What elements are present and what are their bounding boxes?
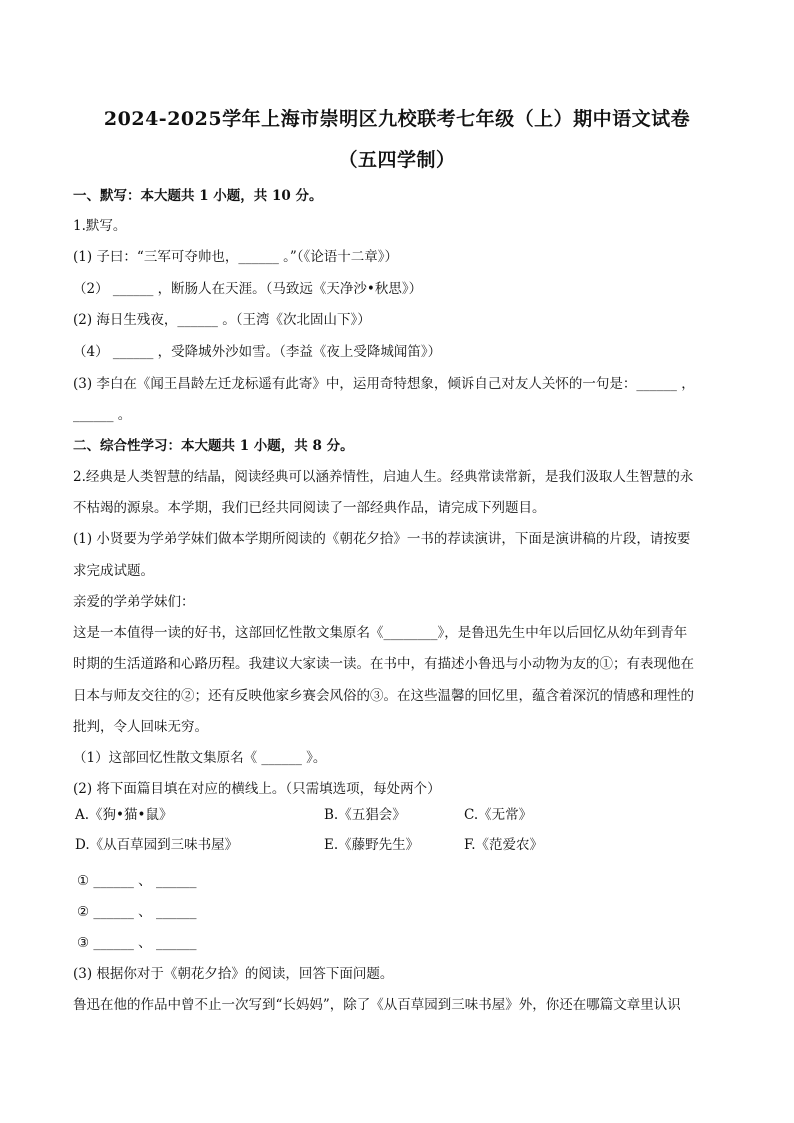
speech-line-1: 这是一本值得一读的好书，这部回忆性散文集原名《________》，是鲁迅先生中年以后回忆从幼年到青年 — [73, 625, 688, 641]
speech-greeting: 亲爱的学弟学妹们： — [73, 594, 195, 610]
speech-line-4: 批判，令人回味无穷。 — [73, 719, 208, 735]
dictation-item-5: (3) 李白在《闻王昌龄左迁龙标遥有此寄》中，运用奇特想象，倾诉自己对友人关怀的一句是：______ ， — [73, 376, 695, 392]
question-2-intro-line1: 2.经典是人类智慧的结晶，阅读经典可以涵养情性，启迪人生。经典常读常新，是我们汲取人生智慧的永 — [73, 469, 694, 485]
sub-question-1-line2: 求完成试题。 — [73, 563, 154, 579]
dictation-item-5-cont: ______ 。 — [73, 407, 132, 423]
speech-line-3: 日本与师友交往的②；还有反映他家乡赛会风俗的③。在这些温馨的回忆里，蕴含着深沉的情感和理性的 — [73, 688, 694, 704]
option-b: B.《五猖会》 — [324, 807, 406, 823]
dictation-item-3: (2) 海日生残夜，______ 。（王湾《次北固山下》） — [73, 312, 371, 328]
section1-heading: 一、默写：本大题共 1 小题，共 10 分。 — [73, 188, 323, 204]
exam-subtitle: （五四学制） — [338, 149, 456, 171]
question-1-label: 1.默写。 — [73, 218, 127, 234]
sub-question-3-text: 鲁迅在他的作品中曾不止一次写到“长妈妈”，除了《从百草园到三味书屋》外，你还在哪篇文章里认识 — [73, 997, 681, 1013]
option-e: E.《藤野先生》 — [324, 837, 420, 853]
option-d: D.《从百草园到三味书屋》 — [75, 837, 239, 853]
sub-question-3: (3) 根据你对于《朝花夕拾》的阅读，回答下面问题。 — [73, 966, 394, 982]
option-f: F.《范爱农》 — [464, 837, 544, 853]
dictation-item-1: (1) 子曰：“三军可夺帅也，______ 。”（《论语十二章》） — [73, 249, 399, 265]
sub-question-2: (2) 将下面篇目填在对应的横线上。（只需填选项，每处两个） — [73, 781, 441, 797]
exam-title: 2024-2025学年上海市崇明区九校联考七年级（上）期中语文试卷 — [103, 108, 691, 130]
sub-question-1a: （1）这部回忆性散文集原名《 ______ 》。 — [73, 750, 327, 766]
speech-line-2: 时期的生活道路和心路历程。我建议大家读一读。在书中，有描述小鲁迅与小动物为友的①；有表现他在 — [73, 656, 694, 672]
question-2-intro-line2: 不枯竭的源泉。本学期，我们已经共同阅读了一部经典作品，请完成下列题目。 — [73, 500, 546, 516]
answer-blank-1: ① ______ 、 ______ — [77, 873, 197, 889]
sub-question-1-line1: (1) 小贤要为学弟学妹们做本学期所阅读的《朝花夕拾》一书的荐读演讲，下面是演讲稿的片段，请按要 — [73, 531, 691, 547]
answer-blank-3: ③ ______ 、 ______ — [77, 935, 197, 951]
answer-blank-2: ② ______ 、 ______ — [77, 904, 197, 920]
option-a: A.《狗•猫•鼠》 — [75, 807, 173, 823]
option-c: C.《无常》 — [464, 807, 533, 823]
section2-heading: 二、综合性学习：本大题共 1 小题，共 8 分。 — [73, 438, 354, 454]
dictation-item-4: （4） ______ ，受降城外沙如雪。（李益《夜上受降城闻笛》） — [73, 344, 442, 360]
dictation-item-2: （2） ______ ，断肠人在天涯。（马致远《天净沙•秋思》） — [73, 281, 423, 297]
